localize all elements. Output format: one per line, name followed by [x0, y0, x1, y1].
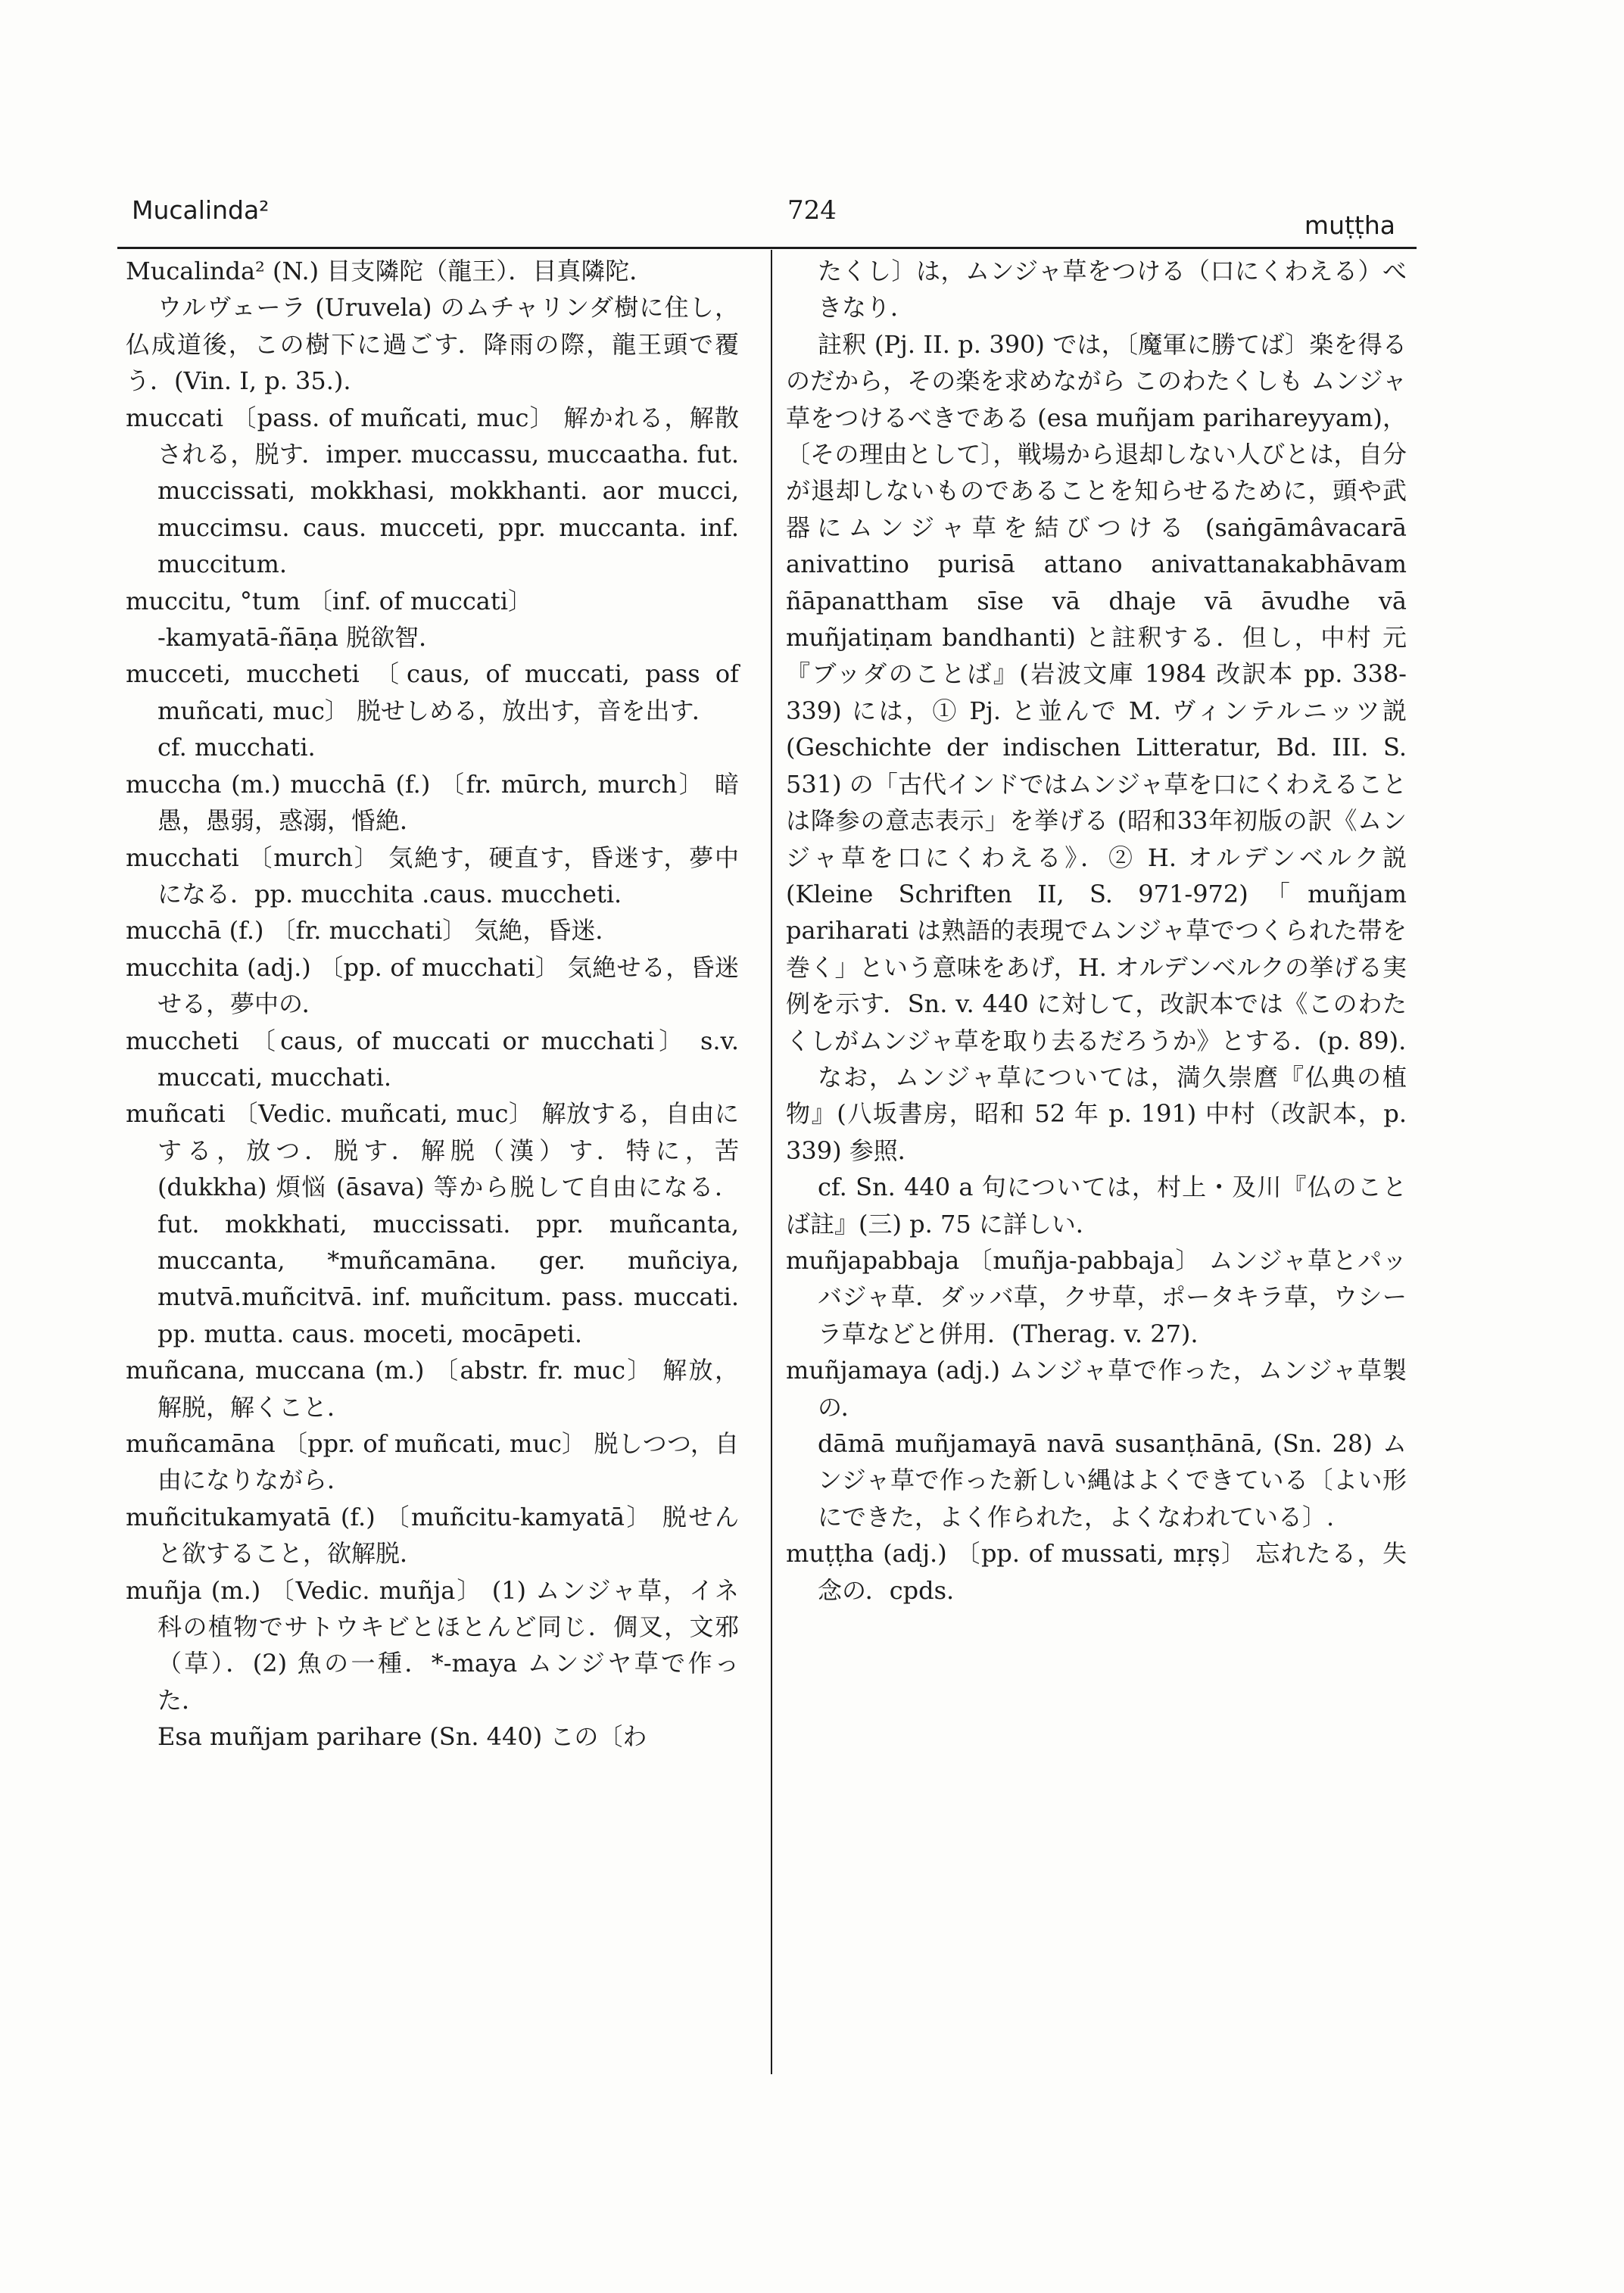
entry-paragraph: cf. Sn. 440 a 句については，村上・及川『仏のことば註』(三) p. 75 に詳しい． [786, 1173, 1407, 1238]
dictionary-entry: muṭṭha (adj.) 〔pp. of mussati, mṛṣ〕 忘れたる，失念の．cpds. [786, 1539, 1407, 1605]
entry-paragraph: -kamyatā-ñāṇa 脱欲智． [157, 623, 444, 653]
entry-paragraph: ウルヴェーラ (Uruvela) のムチャリンダ樹に住し，仏成道後，この樹下に過ごす．降雨の際，龍王頭で覆う．(Vin. I, p. 35.). [126, 293, 739, 396]
header-rule [117, 247, 1417, 249]
dictionary-entry: mucchā (f.) 〔fr. mucchati〕 気絶，昏迷． [126, 916, 620, 946]
dictionary-entry: muñcitukamyatā (f.) 〔muñcitu-kamyatā〕 脱せんと欲すること，欲解脱． [126, 1502, 739, 1569]
column-divider [771, 250, 772, 2074]
left-column [126, 253, 739, 1756]
page-number: 724 [787, 195, 837, 226]
dictionary-entry: muccitu, °tum 〔inf. of muccati〕 [126, 586, 532, 615]
dictionary-entry: muccha (m.) mucchā (f.) 〔fr. mūrch, murch〕 暗愚，愚弱，惑溺，惛絶． [126, 769, 739, 836]
dictionary-entry: muccheti 〔caus, of muccati or mucchati〕 s.v. muccati, mucchati. [126, 1026, 739, 1092]
entry-paragraph: Esa muñjam parihare (Sn. 440) この〔わ [157, 1722, 647, 1752]
dictionary-entry: muccati 〔pass. of muñcati, muc〕 解かれる，解散される，脱す．imper. muccassu, muccaatha. fut. muccissati, mokkhasi, mokkhanti. aor mucci, muccimsu. caus. mucceti, ppr. muccanta. inf. muccitum. [126, 403, 739, 579]
dictionary-entry: muñcamāna 〔ppr. of muñcati, muc〕 脱しつつ，自由になりながら． [126, 1429, 739, 1495]
dictionary-entry: muñcana, muccana (m.) 〔abstr. fr. muc〕 解放，解脱，解くこと． [126, 1356, 739, 1422]
running-head-right: muṭṭha [1304, 210, 1395, 240]
dictionary-entry: mucchati 〔murch〕 気絶す，硬直す，昏迷す，夢中になる．pp. mucchita .caus. muccheti. [126, 843, 739, 908]
entry-paragraph: 註釈 (Pj. II. p. 390) では，〔魔軍に勝てば〕楽を得るのだから，その楽を求めながら このわたくしも ムンジャ草をつけるべきである (esa muñjam parihareyyam)，〔その理由として〕，戦場から退却しない人びとは，自分が退却しないものであることを知らせるために，頭や武器にムンジャ草を結びつける (saṅgāmâvacarā anivattino purisā attano anivattanakabhāvam ñāpanattham sīse vā dhaje vā āvudhe vā muñjatiṇam bandhanti) と註釈する．但し，中村 元『ブッダのことば』(岩波文庫 1984 改訳本 pp. 338-339) には，① Pj. と並んで M. ヴィンテルニッツ説 (Geschichte der indischen Litteratur, Bd. III. S. 531) の「古代インドではムンジャ草を口にくわえることは降参の意志表示」を挙げる (昭和33年初版の訳《ムンジャ草を口にくわえる》．② H. オルデンベルク説 (Kleine Schriften II, S. 971-972)「muñjam pariharati は熟語的表現でムンジャ草でつくられた帯を巻く」という意味をあげ，H. オルデンベルクの挙げる実例を示す．Sn. v. 440 に対して，改訳本では《このわたくしがムンジャ草を取り去るだろうか》とする．(p. 89). [786, 329, 1407, 1055]
dictionary-entry: muñja (m.) 〔Vedic. muñja〕 (1) ムンジャ草，イネ科の植物でサトウキビとほとんど同じ．倜叉，文邪（草）．(2) 魚の一種．*-maya ムンジヤ草で作った． [126, 1575, 739, 1715]
entry-paragraph: たくし〕は，ムンジャ草をつける（口にくわえる）べきなり． [818, 257, 1407, 322]
dictionary-entry: muñjamaya (adj.) ムンジャ草で作った，ムンジャ草製の． [786, 1356, 1407, 1422]
dictionary-entry: mucceti, muccheti 〔caus, of muccati, pass of muñcati, muc〕 脱せしめる，放出す，音を出す． [126, 659, 739, 725]
entry-paragraph: dāmā muñjamayā navā susanṭhānā, (Sn. 28) ムンジャ草で作った新しい縄はよくできている〔よい形にできた，よく作られた，よくなわれている〕. [818, 1429, 1407, 1531]
entry-paragraph: cf. mucchati. [157, 733, 316, 762]
dictionary-entry: Mucalinda² (N.) 目支隣陀（龍王）．目真隣陀． [126, 257, 654, 285]
dictionary-entry: muñcati 〔Vedic. muñcati, muc〕 解放する，自由にする，放つ．脱す．解脱（漢）す．特に，苦 (dukkha) 煩悩 (āsava) 等から脱して自由になる．fut. mokkhati, muccissati. ppr. muñcanta, muccanta, *muñcamāna. ger. muñciya, mutvā.muñcitvā. inf. muñcitum. pass. muccati. pp. mutta. caus. moceti, mocāpeti. [126, 1099, 739, 1348]
entry-paragraph: なお，ムンジャ草については，満久崇麿『仏典の植物』(八坂書房，昭和 52 年 p. 191) 中村（改訳本，p. 339) 参照． [786, 1062, 1407, 1165]
dictionary-entry: mucchita (adj.) 〔pp. of mucchati〕 気絶せる，昏迷せる，夢中の． [126, 952, 739, 1019]
right-column [786, 253, 1407, 1609]
running-head-left: Mucalinda² [132, 195, 270, 225]
dictionary-entry: muñjapabbaja 〔muñja-pabbaja〕 ムンジャ草とパッバジャ草．ダッバ草，クサ草，ポータキラ草，ウシーラ草などと併用．(Therag. v. 27). [786, 1245, 1407, 1348]
